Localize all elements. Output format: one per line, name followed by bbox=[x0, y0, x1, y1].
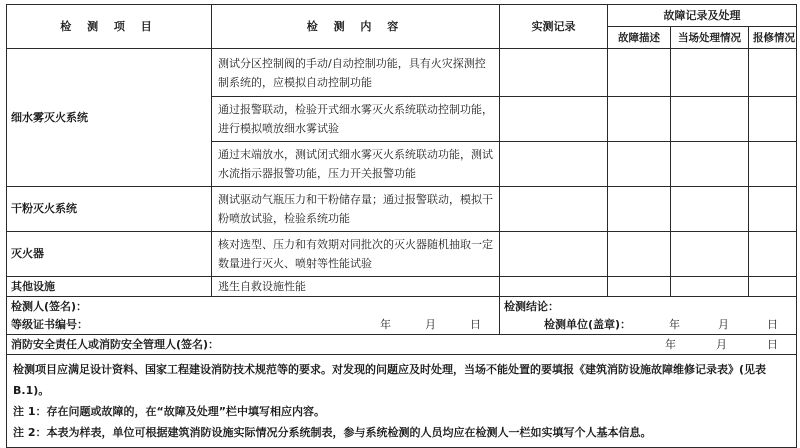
manager-date bbox=[504, 336, 793, 354]
fault-report-cell[interactable] bbox=[749, 49, 797, 97]
note-2: 注 2：本表为样表，单位可根据建筑消防设施实际情况分系统制表，参与系统检测的人员均应在检测人一栏如实填写个人基本信息。 bbox=[13, 426, 652, 439]
fault-onsite-cell[interactable] bbox=[671, 49, 749, 97]
conclusion-block bbox=[500, 297, 797, 335]
fault-report-cell[interactable] bbox=[749, 187, 797, 232]
row-content: 通过报警联动，检验开式细水雾灭火系统联动控制功能，进行模拟喷放细水雾试验 bbox=[212, 97, 500, 142]
year-label: 年 bbox=[669, 317, 681, 331]
fault-report-cell[interactable] bbox=[749, 232, 797, 277]
fault-onsite-cell[interactable] bbox=[671, 232, 749, 277]
fault-onsite-cell[interactable] bbox=[671, 277, 749, 297]
fault-onsite-cell[interactable] bbox=[671, 187, 749, 232]
note-main: 检测项目应满足设计资料、国家工程建设消防技术规范等的要求。对发现的问题应及时处理，当场不能处置的要填报《建筑消防设施故障维修记录表》(见表 B.1)。 bbox=[13, 363, 767, 397]
cert-label: 等级证书编号： bbox=[11, 317, 88, 331]
day-label: 日 bbox=[767, 317, 779, 331]
fault-desc-cell[interactable] bbox=[608, 97, 671, 142]
year-label: 年 bbox=[380, 317, 391, 331]
row-content: 测试分区控制阀的手动/自动控制功能，具有火灾探测控制系统的，应模拟自动控制功能 bbox=[212, 49, 500, 97]
fault-desc-cell[interactable] bbox=[608, 142, 671, 187]
row-content: 测试驱动气瓶压力和干粉储存量；通过报警联动，模拟干粉喷放试验，检验系统功能 bbox=[212, 187, 500, 232]
manager-row bbox=[7, 335, 797, 355]
record-cell[interactable] bbox=[500, 277, 608, 297]
fault-report-cell[interactable] bbox=[749, 97, 797, 142]
row-item: 其他设施 bbox=[7, 277, 212, 297]
day-label: 日 bbox=[470, 317, 481, 331]
inspector-date bbox=[380, 316, 495, 334]
inspection-table bbox=[6, 4, 797, 448]
note-1: 注 1：存在问题或故障的，在“故障及处理”栏中填写相应内容。 bbox=[13, 405, 325, 418]
notes-row bbox=[7, 355, 797, 448]
row-content: 核对选型、压力和有效期对同批次的灭火器随机抽取一定数量进行灭火、喷射等性能试验 bbox=[212, 232, 500, 277]
fault-report-cell[interactable] bbox=[749, 277, 797, 297]
row-content: 通过末端放水，测试闭式细水雾灭火系统联动功能，测试水流指示器报警功能，压力开关报警功能 bbox=[212, 142, 500, 187]
notes-block bbox=[7, 355, 797, 448]
header-fault-report: 报修情况 bbox=[749, 27, 797, 49]
table-row bbox=[7, 187, 797, 232]
row-item: 灭火器 bbox=[7, 232, 212, 277]
month-label: 月 bbox=[718, 317, 730, 331]
record-cell[interactable] bbox=[500, 232, 608, 277]
signature-row bbox=[7, 297, 797, 335]
record-cell[interactable] bbox=[500, 97, 608, 142]
header-content: 检 测 内 容 bbox=[212, 5, 500, 49]
header-item: 检 测 项 目 bbox=[7, 5, 212, 49]
unit-line bbox=[504, 316, 792, 334]
unit-label: 检测单位(盖章)： bbox=[543, 317, 632, 331]
cert-line bbox=[11, 316, 495, 334]
month-label: 月 bbox=[716, 337, 728, 351]
inspection-record-page bbox=[1, 4, 799, 439]
table-row bbox=[7, 49, 797, 97]
inspector-block bbox=[7, 297, 500, 335]
header-fault-onsite: 当场处理情况 bbox=[671, 27, 749, 49]
fault-desc-cell[interactable] bbox=[608, 277, 671, 297]
fault-desc-cell[interactable] bbox=[608, 49, 671, 97]
fault-onsite-cell[interactable] bbox=[671, 97, 749, 142]
fault-onsite-cell[interactable] bbox=[671, 142, 749, 187]
record-cell[interactable] bbox=[500, 142, 608, 187]
record-cell[interactable] bbox=[500, 187, 608, 232]
table-row bbox=[7, 232, 797, 277]
header-row bbox=[7, 5, 797, 27]
inspector-label: 检测人(签名)： bbox=[11, 299, 88, 313]
header-fault: 故障记录及处理 bbox=[608, 5, 797, 27]
row-item: 干粉灭火系统 bbox=[7, 187, 212, 232]
table-row bbox=[7, 277, 797, 297]
conclusion-label: 检测结论： bbox=[504, 299, 559, 313]
month-label: 月 bbox=[425, 317, 436, 331]
fault-desc-cell[interactable] bbox=[608, 187, 671, 232]
fault-report-cell[interactable] bbox=[749, 142, 797, 187]
manager-label: 消防安全责任人或消防安全管理人(签名)： bbox=[7, 335, 500, 355]
day-label: 日 bbox=[767, 337, 779, 351]
header-record: 实测记录 bbox=[500, 5, 608, 49]
record-cell[interactable] bbox=[500, 49, 608, 97]
fault-desc-cell[interactable] bbox=[608, 232, 671, 277]
manager-date-cell bbox=[500, 335, 797, 355]
row-content: 逃生自救设施性能 bbox=[212, 277, 500, 297]
header-fault-desc: 故障描述 bbox=[608, 27, 671, 49]
row-item: 细水雾灭火系统 bbox=[7, 49, 212, 187]
year-label: 年 bbox=[665, 337, 677, 351]
